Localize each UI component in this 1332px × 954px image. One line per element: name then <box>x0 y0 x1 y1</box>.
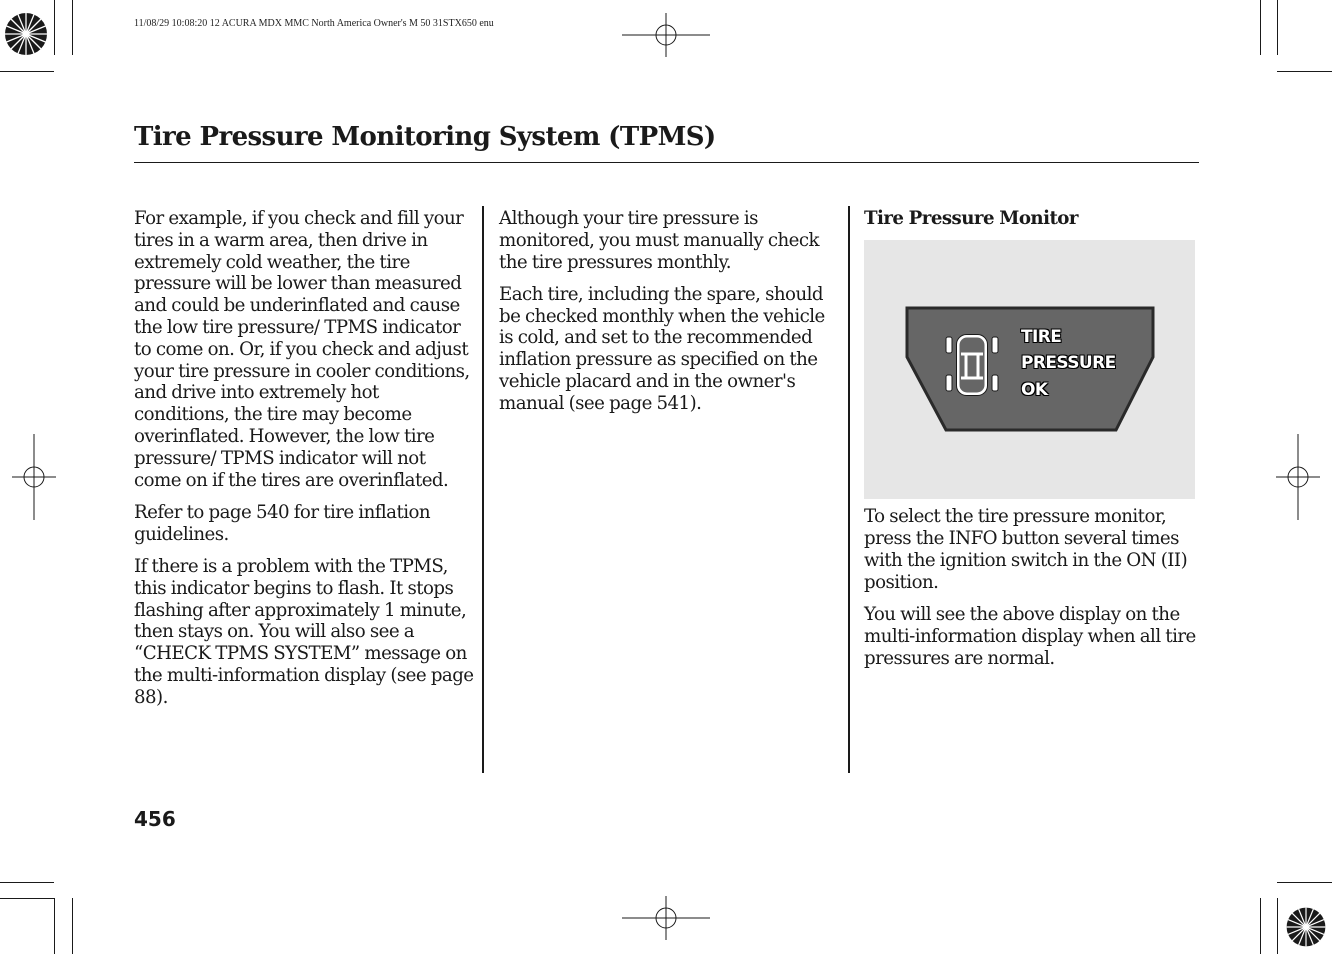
registration-cross-right <box>1276 434 1320 520</box>
column-right <box>864 208 1199 680</box>
registration-target-top-left <box>0 8 52 60</box>
registration-cross-top <box>622 13 710 57</box>
registration-cross-bottom <box>622 896 710 940</box>
paragraph-manual-check: Although your tire pressure is monitored, you must manually check the tire pressures monthly. <box>499 208 819 273</box>
column-middle <box>499 208 839 425</box>
column-left <box>134 208 474 719</box>
paragraph-temperature-effects: For example, if you check and fill your tires in a warm area, then drive in extremely cold weather, the tire pressure will be lower than measured and could be underinflated and cause the low tire pressure/ TPMS indicator to come on. Or, if you check and adjust your tire pressure in cooler conditions, and drive into extremely hot conditions, the tire may become overinflated. However, the low tire pressure/ TPMS indicator will not come on if the tires are overinflated. <box>134 208 470 491</box>
column-divider-2 <box>848 206 850 773</box>
page-number: 456 <box>134 807 176 831</box>
registration-target-bottom-right <box>1282 903 1330 951</box>
paragraph-select-monitor: To select the tire pressure monitor, press the INFO button several times with the ignition switch in the ON (II) position. <box>864 506 1188 593</box>
paragraph-inflation-guidelines: Refer to page 540 for tire inflation guidelines. <box>134 501 431 545</box>
column-divider-1 <box>482 206 484 773</box>
display-text-pressure: PRESSURE <box>1021 353 1116 373</box>
car-tires-icon <box>944 330 1002 400</box>
print-header: 11/08/29 10:08:20 12 ACURA MDX MMC North America Owner's M 50 31STX650 enu <box>134 18 494 29</box>
registration-cross-left <box>12 434 56 520</box>
subheading-tire-pressure-monitor: Tire Pressure Monitor <box>864 208 1078 229</box>
title-rule <box>134 162 1199 163</box>
page-title: Tire Pressure Monitoring System (TPMS) <box>134 122 716 152</box>
display-text-tire: TIRE <box>1021 327 1062 347</box>
display-text-ok: OK <box>1021 380 1048 400</box>
paragraph-monthly-check: Each tire, including the spare, should be checked monthly when the vehicle is cold, and set to the recommended inflation pressure as specified on the vehicle placard and in the owner's manual (see page 541). <box>499 283 825 414</box>
paragraph-display-normal: You will see the above display on the multi-information display when all tire pressures are normal. <box>864 603 1196 669</box>
paragraph-tpms-problem: If there is a problem with the TPMS, this indicator begins to flash. It stops flashing after approximately 1 minute, then stays on. You will also see a “CHECK TPMS SYSTEM” message on the multi-information display (see page 88). <box>134 555 474 708</box>
